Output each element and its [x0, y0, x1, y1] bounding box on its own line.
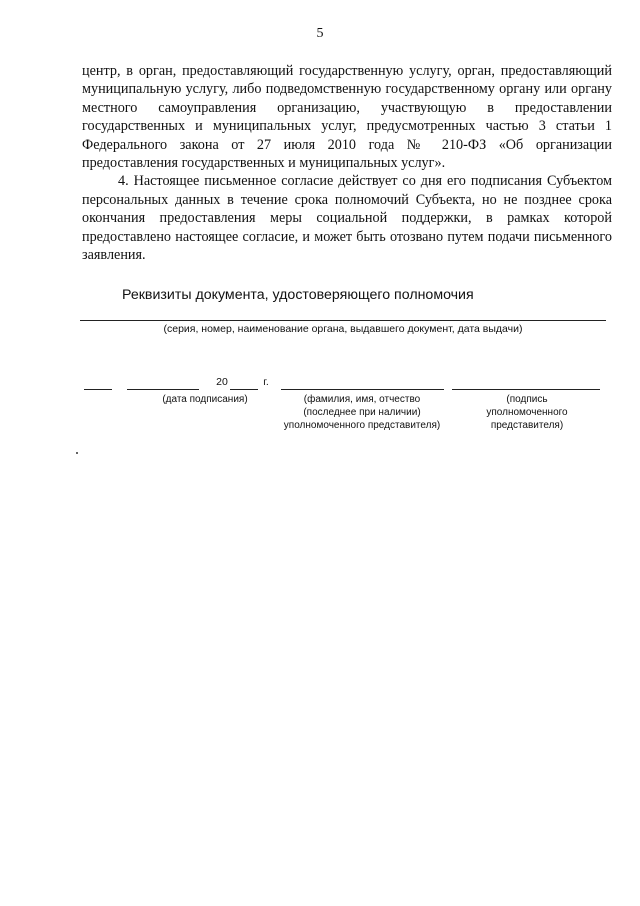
signature-block — [0, 376, 640, 446]
year-prefix: 20 — [216, 376, 228, 388]
date-caption: (дата подписания) — [162, 394, 248, 405]
name-fill-line[interactable] — [281, 389, 444, 390]
paragraph-4: 4. Настоящее письменное согласие действует со дня его подписания Субъектом персональных данных в течение срока полномочий Субъекта, но не позднее срока окончания предоставления меры социальной поддержки, в рамках которой предоставлено настоящее согласие, и может быть отозвано путем подачи письменного заявления. — [82, 173, 612, 264]
requisites-fill-line[interactable] — [80, 320, 606, 321]
signature-fill-line[interactable] — [452, 389, 600, 390]
year-suffix: г. — [263, 376, 269, 388]
requisites-caption: (серия, номер, наименование органа, выдавшего документ, дата выдачи) — [163, 323, 523, 335]
name-caption-1: (фамилия, имя, отчество — [303, 394, 421, 405]
year-fill-line[interactable] — [230, 389, 258, 390]
body-text — [82, 62, 612, 264]
requisites-title: Реквизиты документа, удостоверяющего полномочия — [122, 287, 474, 303]
sign-caption-2: уполномоченного — [486, 407, 568, 418]
stray-mark — [76, 452, 78, 454]
paragraph-continuation: центр, в орган, предоставляющий государственную услугу, орган, предоставляющий муниципальную услугу, либо подведомственную государственному органу или органу местного самоуправления организацию, участвующую в предоставлении государственных и муниципальных услуг, предусмотренных частью 3 статьи 1 Федерального закона от 27 июля 2010 года № 210-ФЗ «Об организации предоставления государственных и муниципальных услуг». — [82, 63, 612, 172]
sign-caption-1: (подпись — [506, 394, 548, 405]
day-fill-line[interactable] — [84, 389, 112, 390]
month-fill-line[interactable] — [127, 389, 199, 390]
name-caption-2: (последнее при наличии) — [303, 407, 421, 418]
sign-caption-3: представителя) — [490, 420, 564, 431]
page-number: 5 — [316, 26, 324, 41]
name-caption-3: уполномоченного представителя) — [283, 420, 441, 431]
